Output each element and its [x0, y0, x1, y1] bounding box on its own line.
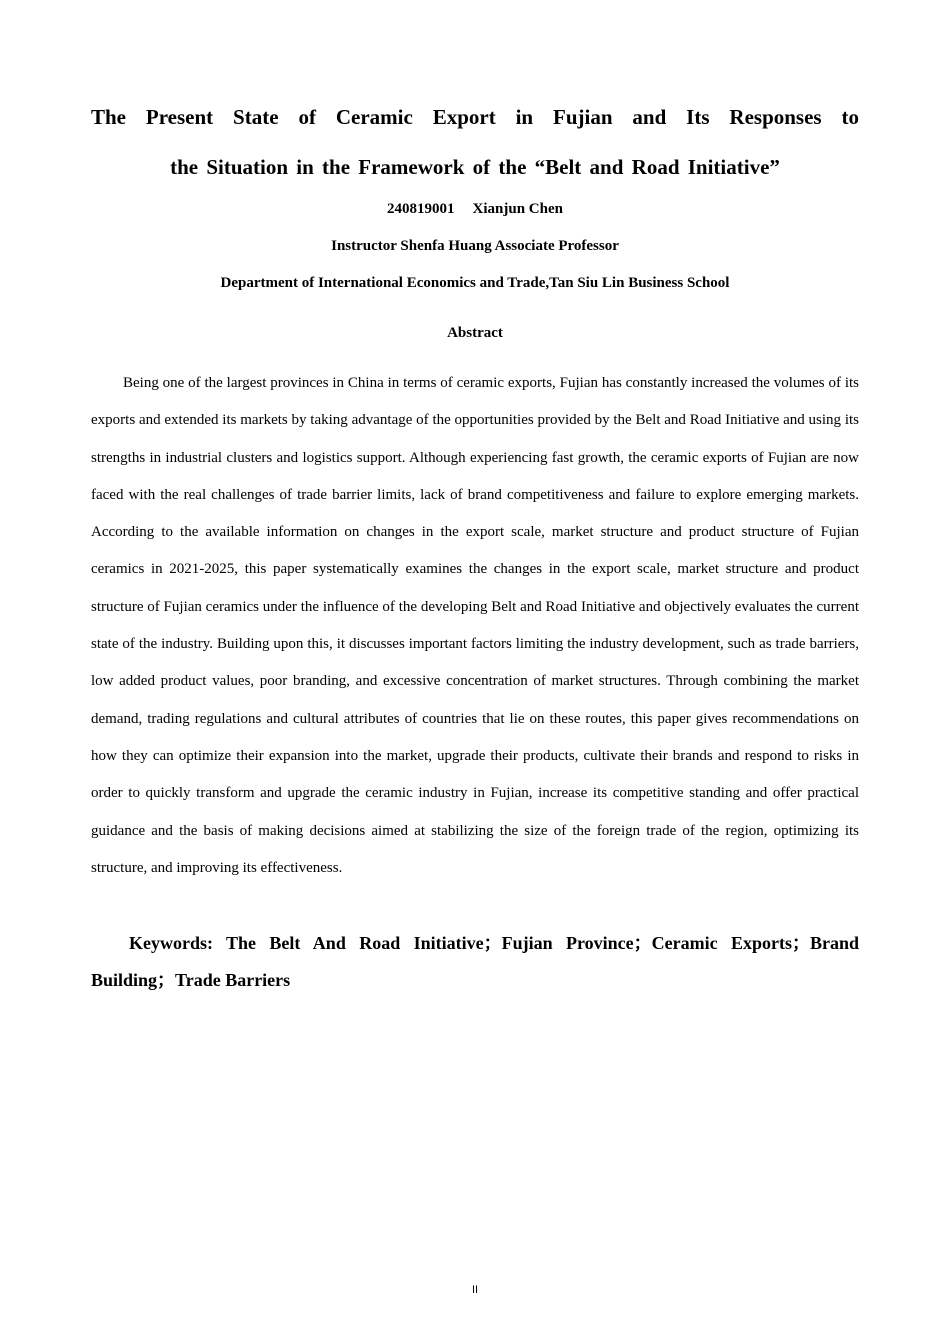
- abstract-body: Being one of the largest provinces in China in terms of ceramic exports, Fujian has constantly increased the volumes of its exports and extended its markets by taking advantage of the opportunities provided by the Belt and Road Initiative and using its strengths in industrial clusters and logistics support. Although experiencing fast growth, the ceramic exports of Fujian are now faced with the real challenges of trade barrier limits, lack of brand competitiveness and failure to explore emerging markets. According to the available information on changes in the export scale, market structure and product structure of Fujian ceramics in 2021-2025, this paper systematically examines the changes in the export scale, market structure and product structure of Fujian ceramics under the influence of the developing Belt and Road Initiative and objectively evaluates the current state of the industry. Building upon this, it discusses important factors limiting the industry development, such as trade barriers, low added product values, poor branding, and excessive concentration of market structures. Through combining the market demand, trading regulations and cultural attributes of countries that lie on these routes, this paper gives recommendations on how they can optimize their expansion into the market, upgrade their products, cultivate their brands and respond to risks in order to quickly transform and upgrade the ceramic industry in Fujian, increase its competitive standing and offer practical guidance and the basis of making decisions aimed at stabilizing the size of the foreign trade of the region, optimizing its structure, and improving its effectiveness.: [91, 375, 859, 876]
- abstract-heading: Abstract: [447, 325, 503, 341]
- student-id: 240819001: [387, 201, 455, 217]
- instructor-line: Instructor Shenfa Huang Associate Professor: [331, 238, 619, 254]
- page-number: II: [471, 1284, 479, 1296]
- paper-title-line-2: the Situation in the Framework of the “Belt and Road Initiative”: [170, 155, 780, 179]
- department-line: Department of International Economics and Trade,Tan Siu Lin Business School: [220, 275, 730, 291]
- author-line: [0, 199, 950, 219]
- author-name: Xianjun Chen: [472, 201, 563, 217]
- paper-title: [91, 92, 859, 192]
- keywords: Keywords: The Belt And Road Initiative；Fujian Province；Ceramic Exports；Brand Building；Trade Barriers: [91, 933, 859, 990]
- paper-title-line-1: The Present State of Ceramic Export in Fujian and Its Responses to: [91, 105, 859, 129]
